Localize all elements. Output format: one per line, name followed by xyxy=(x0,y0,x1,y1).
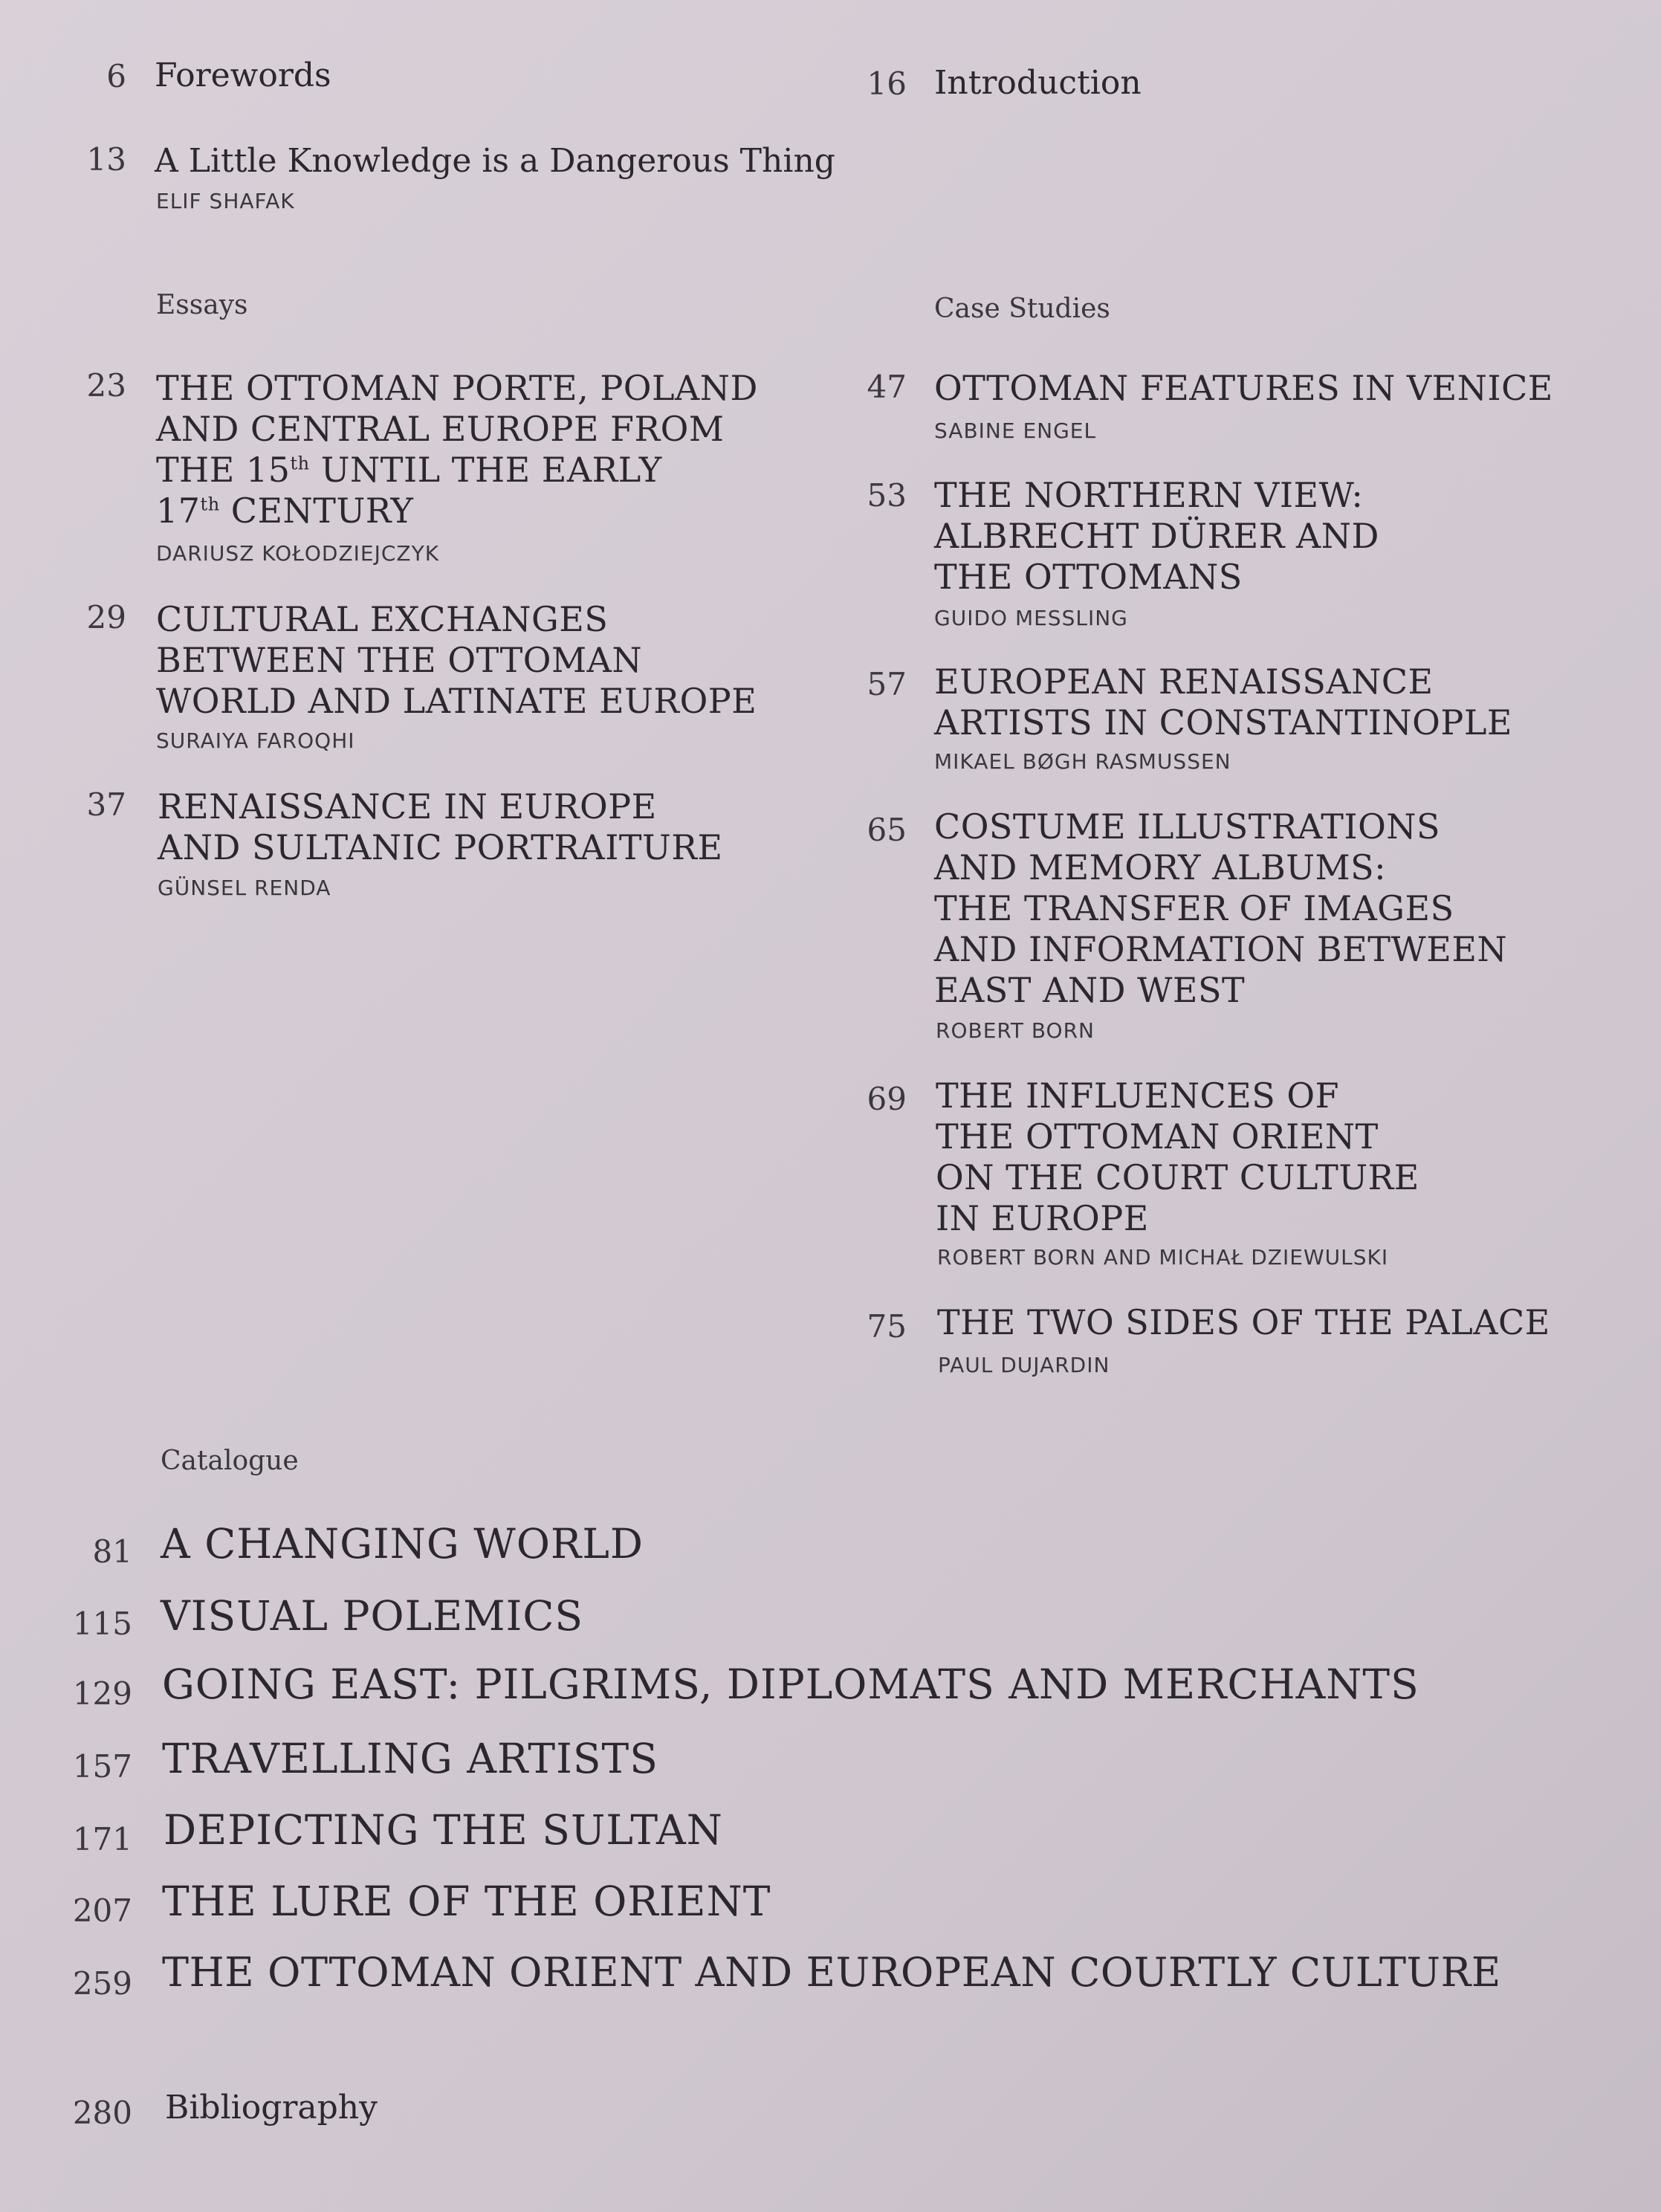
toc-entry-case-study[interactable] xyxy=(936,1076,1419,1239)
title-line: RENAISSANCE IN EUROPE xyxy=(158,786,657,827)
page-number: 6 xyxy=(106,58,126,94)
toc-entry-catalogue[interactable]: DEPICTING THE SULTAN xyxy=(163,1806,723,1854)
page-number: 53 xyxy=(867,477,907,514)
toc-entry-case-study[interactable] xyxy=(934,806,1507,1011)
title-line: AND SULTANIC PORTRAITURE xyxy=(158,827,723,867)
author: DARIUSZ KOŁODZIEJCZYK xyxy=(156,541,440,566)
author: PAUL DUJARDIN xyxy=(938,1353,1110,1377)
toc-entry-essay[interactable] xyxy=(156,368,758,531)
toc-entry-catalogue[interactable]: GOING EAST: PILGRIMS, DIPLOMATS AND MERCHANTS xyxy=(162,1660,1419,1708)
toc-entry-bibliography[interactable]: Bibliography xyxy=(165,2089,378,2127)
title-line: ARTISTS IN CONSTANTINOPLE xyxy=(934,702,1512,743)
toc-entry-catalogue[interactable]: VISUAL POLEMICS xyxy=(161,1592,584,1640)
title-line: THE NORTHERN VIEW: xyxy=(934,475,1364,515)
toc-entry-forewords[interactable]: Forewords xyxy=(155,56,331,94)
title-line: AND INFORMATION BETWEEN xyxy=(934,929,1508,969)
section-heading-case-studies: Case Studies xyxy=(934,294,1110,324)
title-line: EUROPEAN RENAISSANCE xyxy=(934,662,1434,702)
title-line: AND MEMORY ALBUMS: xyxy=(934,847,1387,887)
toc-entry-catalogue[interactable]: A CHANGING WORLD xyxy=(161,1520,644,1568)
toc-entry-case-study[interactable] xyxy=(934,475,1379,598)
title-line: WORLD AND LATINATE EUROPE xyxy=(156,681,757,721)
page-number: 37 xyxy=(86,786,126,823)
page-number: 115 xyxy=(72,1605,132,1642)
page-number: 13 xyxy=(86,141,126,178)
title-line: THE TRANSFER OF IMAGES xyxy=(934,888,1454,928)
toc-entry-case-study[interactable] xyxy=(934,368,1553,409)
title-line: COSTUME ILLUSTRATIONS xyxy=(934,806,1441,847)
title-line: THE OTTOMANS xyxy=(934,557,1243,597)
author: MIKAEL BØGH RASMUSSEN xyxy=(934,749,1231,774)
author: ROBERT BORN xyxy=(936,1018,1095,1043)
title-line: THE 15th UNTIL THE EARLY xyxy=(156,450,662,490)
title-line: THE OTTOMAN PORTE, POLAND xyxy=(156,368,758,408)
page-number: 129 xyxy=(72,1675,132,1712)
toc-entry-catalogue[interactable]: THE OTTOMAN ORIENT AND EUROPEAN COURTLY CULTURE xyxy=(162,1949,1501,1996)
title-line: ON THE COURT CULTURE xyxy=(936,1157,1419,1197)
page-number: 259 xyxy=(72,1965,132,2002)
page-number: 57 xyxy=(867,666,907,702)
page-number: 65 xyxy=(867,812,907,848)
toc-entry-essay[interactable] xyxy=(156,599,757,722)
page-number: 81 xyxy=(92,1533,132,1570)
title-line: ALBRECHT DÜRER AND xyxy=(934,516,1379,556)
title-line: EAST AND WEST xyxy=(934,970,1246,1010)
author: ELIF SHAFAK xyxy=(156,189,295,213)
toc-entry-little-knowledge[interactable]: A Little Knowledge is a Dangerous Thing xyxy=(155,142,835,180)
title-line: CULTURAL EXCHANGES xyxy=(156,599,609,639)
toc-entry-essay[interactable] xyxy=(158,786,723,868)
author: SABINE ENGEL xyxy=(934,418,1097,443)
toc-entry-catalogue[interactable]: THE LURE OF THE ORIENT xyxy=(162,1878,771,1925)
page-number: 157 xyxy=(72,1748,132,1785)
page-number: 69 xyxy=(867,1081,907,1117)
title-line: THE INFLUENCES OF xyxy=(936,1076,1340,1116)
section-heading-essays: Essays xyxy=(156,290,248,320)
page-number: 29 xyxy=(86,599,126,636)
title-line: THE TWO SIDES OF THE PALACE xyxy=(937,1302,1550,1342)
page-number: 280 xyxy=(72,2095,132,2131)
toc-entry-introduction[interactable]: Introduction xyxy=(934,64,1142,102)
title-line: 17th CENTURY xyxy=(156,491,414,531)
title-line: THE OTTOMAN ORIENT xyxy=(936,1116,1379,1157)
toc-entry-catalogue[interactable]: TRAVELLING ARTISTS xyxy=(162,1735,658,1782)
page-number: 207 xyxy=(72,1892,132,1929)
page-number: 75 xyxy=(867,1308,907,1345)
section-heading-catalogue: Catalogue xyxy=(161,1446,299,1476)
page-number: 23 xyxy=(86,367,126,404)
title-line: OTTOMAN FEATURES IN VENICE xyxy=(934,368,1553,408)
toc-entry-case-study[interactable] xyxy=(934,662,1512,743)
page-number: 16 xyxy=(867,65,907,102)
author: GÜNSEL RENDA xyxy=(158,876,331,900)
page-number: 47 xyxy=(867,369,907,405)
title-line: IN EUROPE xyxy=(936,1198,1149,1238)
title-line: AND CENTRAL EUROPE FROM xyxy=(156,409,725,449)
author: SURAIYA FAROQHI xyxy=(156,728,355,753)
page-number: 171 xyxy=(72,1821,132,1857)
author: GUIDO MESSLING xyxy=(934,606,1128,630)
toc-entry-case-study[interactable] xyxy=(937,1302,1550,1343)
title-line: BETWEEN THE OTTOMAN xyxy=(156,640,643,680)
author: ROBERT BORN AND MICHAŁ DZIEWULSKI xyxy=(937,1245,1389,1270)
